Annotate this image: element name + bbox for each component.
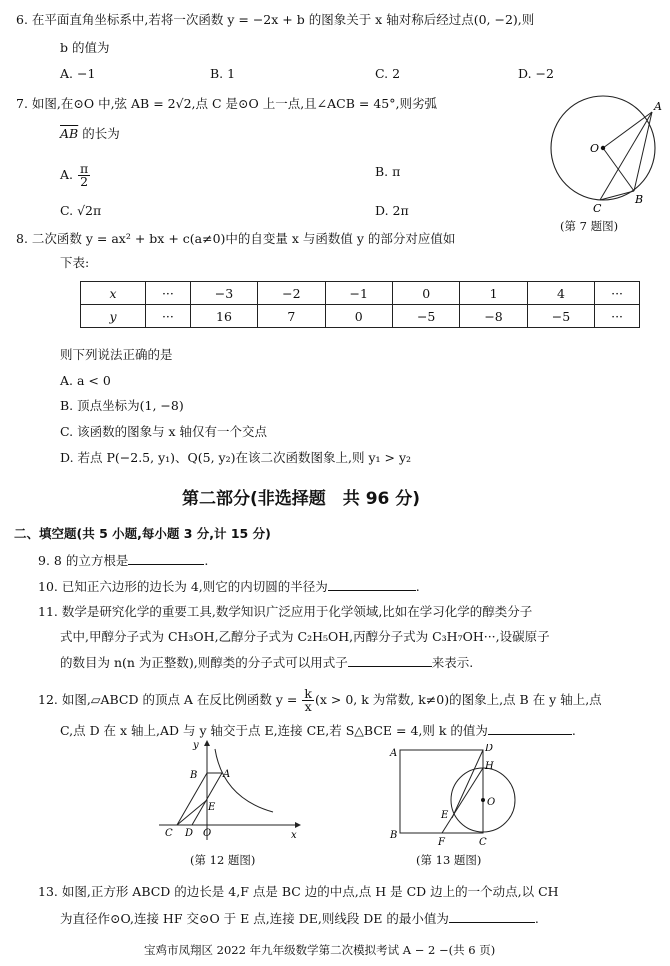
- q6-option-b: B. 1: [210, 66, 236, 81]
- q12-text-c: C,点 D 在 x 轴上,AD 与 y 轴交于点 E,连接 CE,若 S△BCE = 4,则 k 的值为: [60, 723, 488, 738]
- fig13-label-c: C: [479, 837, 487, 848]
- q8-table-row-x: [81, 282, 640, 305]
- q9-text: 9. 8 的立方根是: [38, 553, 129, 568]
- q8-table-row-y: [81, 305, 640, 328]
- q8-table-cell-x-0: x: [81, 282, 146, 305]
- q8-option-a: A. a < 0: [60, 373, 111, 388]
- fig13-label-f: F: [438, 837, 445, 848]
- q8-table-cell-x-7: 4: [527, 282, 594, 305]
- q7-stem-line1: 7. 如图,在⊙O 中,弦 AB = 2√2,点 C 是⊙O 上一点,且∠ACB = 45°,则劣弧: [16, 96, 437, 111]
- q8-table-cell-x-4: −1: [325, 282, 392, 305]
- fig12-label-e: E: [208, 802, 216, 813]
- q7-option-a-numerator: π: [80, 161, 89, 176]
- q7-option-a-letter: A.: [60, 167, 74, 182]
- q8-table-cell-y-2: 16: [190, 305, 257, 328]
- q8-stem-line1: 8. 二次函数 y = ax² + bx + c(a≠0)中的自变量 x 与函数值 y 的部分对应值如: [16, 231, 456, 246]
- fig13-label-h: H: [485, 761, 494, 772]
- q8-table-cell-x-5: 0: [392, 282, 459, 305]
- q8-table-cell-y-6: −8: [460, 305, 527, 328]
- q12-line1: [38, 688, 602, 713]
- q7-option-a-denominator: 2: [80, 174, 89, 189]
- q8-option-b: B. 顶点坐标为(1, −8): [60, 398, 184, 413]
- q8-option-d: D. 若点 P(−2.5, y₁)、Q(5, y₂)在该二次函数图象上,则 y₁ > y₂: [60, 450, 412, 465]
- q6-option-d: D. −2: [518, 66, 554, 81]
- q7-option-c: C. √2π: [60, 203, 102, 218]
- fig12-segment-ce: [177, 800, 207, 825]
- q7-option-a: [60, 163, 91, 188]
- figure-13-caption: (第 13 题图): [416, 853, 482, 867]
- fig12-hyperbola: [215, 749, 273, 812]
- figure-12: [155, 740, 305, 848]
- q8-table-cell-y-0: y: [81, 305, 146, 328]
- fill-in-section-header: 二、填空题(共 5 小题,每小题 3 分,计 15 分): [14, 526, 271, 541]
- fig7-center-dot: [601, 146, 605, 150]
- fig13-label-a: A: [390, 748, 398, 759]
- q8-table-cell-x-3: −2: [258, 282, 325, 305]
- figure-12-caption: (第 12 题图): [190, 853, 256, 867]
- fig13-label-o: O: [487, 797, 496, 808]
- q12-answer-blank[interactable]: [488, 722, 572, 735]
- q6-option-c: C. 2: [375, 66, 401, 81]
- q12-text-a: 12. 如图,▱ABCD 的顶点 A 在反比例函数 y =: [38, 692, 298, 707]
- fig12-y-axis-arrow: [204, 740, 210, 746]
- fig7-segment-ac: [600, 112, 652, 200]
- q8-table-cell-x-8: ···: [595, 282, 640, 305]
- fig7-label-c: C: [593, 202, 602, 214]
- q7-arc-text: 的长为: [82, 126, 120, 141]
- q13-line1: 13. 如图,正方形 ABCD 的边长是 4,F 点是 BC 边的中点,点 H 是 CD 边上的一个动点,以 CH: [38, 884, 559, 899]
- q8-table-cell-y-4: 0: [325, 305, 392, 328]
- q11-text-a: 的数目为 n(n 为正整数),则醇类的分子式可以用式子: [60, 655, 348, 670]
- q8-table-cell-x-6: 1: [460, 282, 527, 305]
- q12-line2: C,点 D 在 x 轴上,AD 与 y 轴交于点 E,连接 CE,若 S△BCE = 4,则 k 的值为 .: [60, 723, 576, 738]
- q7-option-d: D. 2π: [375, 203, 409, 218]
- q6-stem-line1: 6. 在平面直角坐标系中,若将一次函数 y = −2x + b 的图象关于 x 轴对称后经过点(0, −2),则: [16, 12, 535, 27]
- q10-line: 10. 已知正六边形的边长为 4,则它的内切圆的半径为 .: [38, 579, 420, 594]
- figure-7: [540, 88, 666, 214]
- q13-text: 为直径作⊙O,连接 HF 交⊙O 于 E 点,连接 DE,则线段 DE 的最小值为: [60, 911, 449, 926]
- q10-text: 10. 已知正六边形的边长为 4,则它的内切圆的半径为: [38, 579, 328, 594]
- q11-line3: [60, 654, 473, 671]
- fig7-label-a: A: [654, 100, 662, 113]
- fig12-label-a: A: [223, 769, 231, 780]
- q9-answer-blank[interactable]: [128, 552, 204, 565]
- fig13-label-d: D: [485, 744, 494, 754]
- fig12-label-b: B: [190, 770, 198, 781]
- fig12-label-o: O: [203, 828, 212, 839]
- q8-table-cell-y-5: −5: [392, 305, 459, 328]
- fig13-segment-de: [452, 750, 483, 818]
- part-two-title: 第二部分(非选择题 共 96 分): [182, 489, 421, 509]
- fig12-x-axis-arrow: [295, 822, 301, 828]
- q13-answer-blank[interactable]: [449, 910, 535, 923]
- q11-line1: 11. 数学是研究化学的重要工具,数学知识广泛应用于化学领域,比如在学习化学的醇类分子: [38, 604, 533, 619]
- q8-table-cell-x-2: −3: [190, 282, 257, 305]
- q8-table-cell-x-1: ···: [146, 282, 191, 305]
- q13-line2: 为直径作⊙O,连接 HF 交⊙O 于 E 点,连接 DE,则线段 DE 的最小值为 .: [60, 911, 539, 926]
- fig7-label-o: O: [590, 142, 600, 155]
- q7-stem-line2: [60, 126, 120, 142]
- q8-prompt: 则下列说法正确的是: [60, 347, 173, 362]
- q8-table-cell-y-8: ···: [595, 305, 640, 328]
- q11-line2: 式中,甲醇分子式为 CH₃OH,乙醇分子式为 C₂H₅OH,丙醇分子式为 C₃H₇OH···,设碳原子: [60, 629, 550, 644]
- fig13-label-b: B: [390, 830, 398, 841]
- fig12-label-x: x: [291, 830, 297, 841]
- q7-option-a-fraction: [78, 163, 90, 188]
- q12-fraction: [302, 688, 314, 713]
- q8-option-c: C. 该函数的图象与 x 轴仅有一个交点: [60, 424, 268, 439]
- q8-table-cell-y-1: ···: [146, 305, 191, 328]
- q11-text-b: 来表示.: [431, 655, 474, 670]
- q8-table-cell-y-3: 7: [258, 305, 325, 328]
- q11-answer-blank[interactable]: [348, 654, 432, 667]
- fig12-label-d: D: [185, 828, 194, 839]
- q9-line: 9. 8 的立方根是 .: [38, 553, 209, 568]
- fig7-label-b: B: [635, 193, 644, 206]
- q8-stem-line2: 下表:: [60, 255, 90, 270]
- q6-option-a: A. −1: [60, 66, 96, 81]
- page-footer: 宝鸡市凤翔区 2022 年九年级数学第二次模拟考试 A − 2 −(共 6 页): [144, 943, 496, 957]
- fig13-segment-hf: [442, 768, 483, 833]
- q10-answer-blank[interactable]: [328, 578, 416, 591]
- q7-arc-label: $\overline{AB}$: [60, 126, 79, 141]
- fig12-label-c: C: [165, 828, 173, 839]
- q6-stem-line2: b 的值为: [60, 40, 110, 55]
- q7-option-b: B. π: [375, 164, 401, 179]
- fig13-center-dot: [481, 798, 485, 802]
- fig12-label-y: y: [193, 740, 199, 751]
- fig13-label-e: E: [441, 810, 449, 821]
- q8-value-table: [80, 281, 640, 328]
- q12-text-b: (x > 0, k 为常数, k≠0)的图象上,点 B 在 y 轴上,点: [314, 692, 602, 707]
- figure-7-caption: (第 7 题图): [560, 219, 619, 233]
- q12-fraction-numerator: k: [304, 686, 312, 701]
- q8-table-cell-y-7: −5: [527, 305, 594, 328]
- q12-fraction-denominator: x: [304, 699, 312, 714]
- figure-13: [388, 744, 523, 849]
